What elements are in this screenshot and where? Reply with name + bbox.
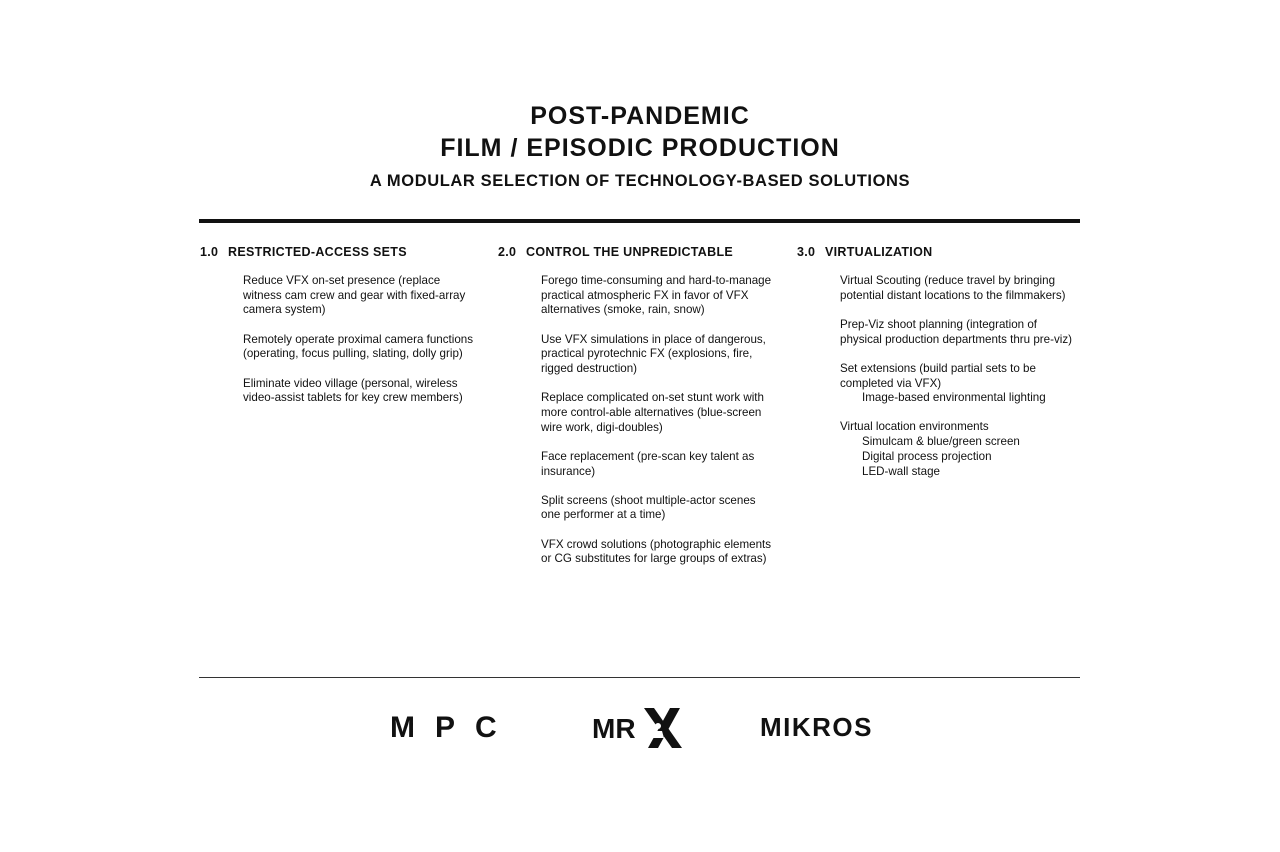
- column-number: 2.0: [498, 245, 517, 259]
- mikros-logo: MIKROS: [760, 712, 873, 742]
- column-title: CONTROL THE UNPREDICTABLE: [526, 245, 734, 259]
- list-item: Replace complicated on-set stunt work with more control-able alternatives (blue-screen wire work, digi-doubles): [541, 391, 764, 434]
- page-header: [0, 100, 1280, 192]
- column-number: 1.0: [200, 245, 219, 259]
- footer-divider: [199, 677, 1080, 678]
- column-title: RESTRICTED-ACCESS SETS: [228, 245, 407, 259]
- mrx-logo: [592, 700, 684, 755]
- list-item: Use VFX simulations in place of dangerous, practical pyrotechnic FX (explosions, fire, rigged destruction): [541, 332, 766, 376]
- list-item: [840, 274, 1080, 303]
- list-item: [840, 318, 1080, 347]
- list-item: Eliminate video village (personal, wireless video-assist tablets for key crew members): [243, 376, 463, 405]
- mrx-logo-mark: [592, 704, 684, 752]
- list-item: Remotely operate proximal camera functions (operating, focus pulling, slating, dolly grip): [243, 332, 474, 361]
- list-item: Forego time-consuming and hard-to-manage practical atmospheric FX in favor of VFX alternatives (smoke, rain, snow): [541, 274, 772, 317]
- header-divider: [199, 219, 1080, 223]
- list-subitem: Image-based environmental lighting: [862, 391, 1046, 405]
- column-title: VIRTUALIZATION: [825, 245, 933, 259]
- column-control-the-unpredictable: [498, 244, 788, 582]
- list-item: [840, 362, 1080, 406]
- list-item-text: Set extensions (build partial sets to be completed via VFX): [840, 361, 1036, 390]
- list-item: Split screens (shoot multiple-actor scenes one performer at a time): [541, 493, 756, 522]
- list-item-text: Virtual Scouting (reduce travel by bringing potential distant locations to the filmmakers): [840, 274, 1066, 302]
- list-subitem: LED-wall stage: [862, 464, 940, 478]
- column-heading: [797, 244, 1087, 260]
- logo-row: [0, 700, 1280, 755]
- column-heading: [498, 244, 788, 260]
- list-item: VFX crowd solutions (photographic elements or CG substitutes for large groups of extras): [541, 537, 772, 566]
- column-heading: [200, 244, 490, 260]
- mrx-logo-text: MR: [592, 712, 636, 744]
- page-title-line-2: FILM / EPISODIC PRODUCTION: [440, 134, 840, 162]
- column-number: 3.0: [797, 245, 816, 259]
- list-subitem: Digital process projection: [862, 449, 992, 463]
- list-item-text: Prep-Viz shoot planning (integration of physical production departments thru pre-viz): [840, 317, 1072, 346]
- list-item: Face replacement (pre-scan key talent as insurance): [541, 449, 755, 478]
- page-subtitle: A MODULAR SELECTION OF TECHNOLOGY-BASED SOLUTIONS: [369, 172, 911, 190]
- column-restricted-access-sets: [200, 244, 490, 420]
- list-item-text: Virtual location environments: [840, 420, 989, 434]
- list-item: Reduce VFX on-set presence (replace witness cam crew and gear with fixed-array camera system): [243, 274, 466, 317]
- page-title-line-1: POST-PANDEMIC: [530, 102, 750, 130]
- list-item: [840, 420, 1080, 479]
- column-virtualization: [797, 244, 1087, 494]
- list-subitem: Simulcam & blue/green screen: [862, 435, 1020, 449]
- mpc-logo: MPC: [390, 710, 517, 744]
